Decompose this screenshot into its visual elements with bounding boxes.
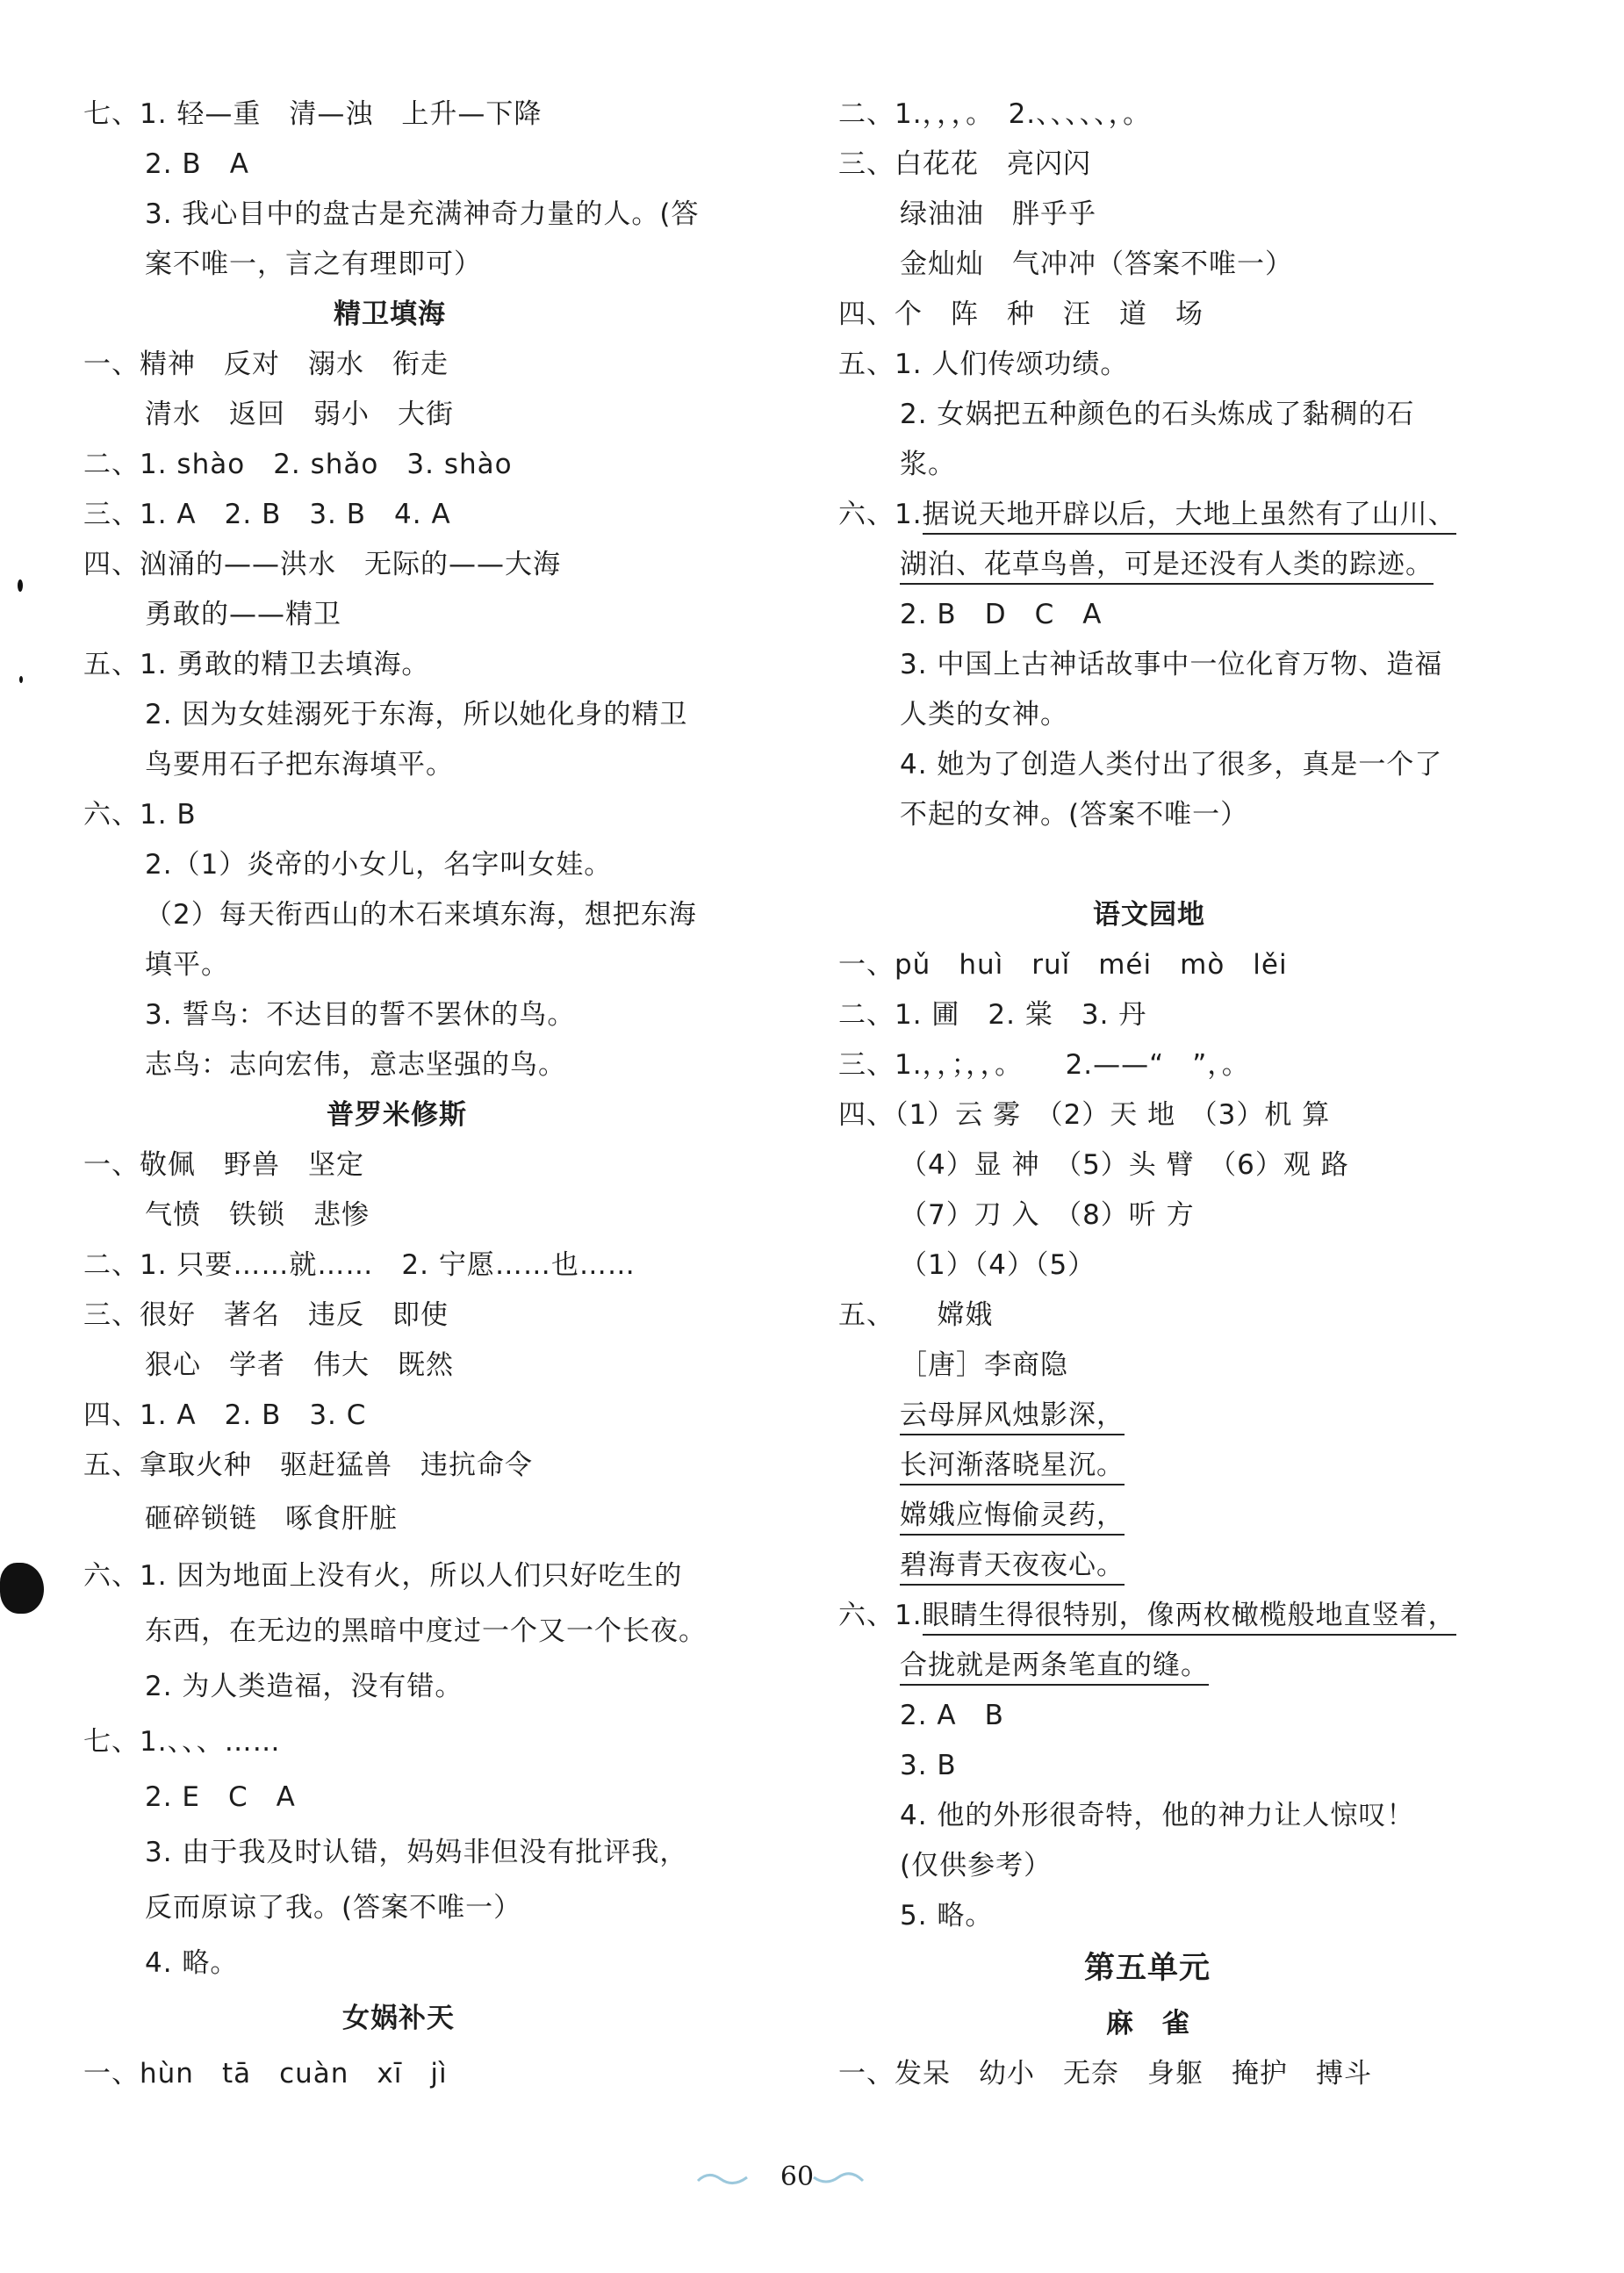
- answer-line: 二、1.，，，。 2.、、、、、，。: [838, 98, 1152, 130]
- scan-mark: [18, 579, 23, 592]
- answer-line: 4. 略。: [145, 1947, 239, 1979]
- answer-line: 填平。: [145, 949, 229, 981]
- answer-line: 2. B A: [145, 148, 249, 180]
- answer-line: 砸碎锁链 啄食肝脏: [145, 1503, 398, 1535]
- answer-line: 一、hùn tā cuàn xī jì: [83, 2058, 448, 2090]
- underlined-answer-text: 嫦娥应悔偷灵药，: [900, 1500, 1125, 1536]
- wave-ornament-right-icon: [812, 2169, 865, 2190]
- answer-line: ［唐］李商隐: [900, 1349, 1068, 1381]
- answer-line: 三、白花花 亮闪闪: [838, 148, 1091, 180]
- answer-line: 五、1. 人们传颂功绩。: [838, 349, 1129, 380]
- underlined-answer-text: 长河渐落晓星沉。: [900, 1449, 1125, 1485]
- answer-line: (仅供参考）: [900, 1850, 1053, 1881]
- answer-line: 五、 嫦娥: [838, 1299, 994, 1331]
- answer-line: 四、1. A 2. B 3. C: [83, 1399, 367, 1431]
- answer-line: [900, 1448, 1125, 1483]
- answer-line: [900, 1648, 1209, 1683]
- section-heading: 普罗米修斯: [327, 1099, 467, 1131]
- answer-prefix: 六、1.: [838, 499, 923, 530]
- answer-line: 反而原谅了我。(答案不唯一）: [145, 1892, 522, 1924]
- answer-line: 金灿灿 气冲冲（答案不唯一）: [900, 248, 1293, 280]
- section-heading: 麻 雀: [1106, 2008, 1190, 2039]
- answer-line: （7）刀 入 （8）听 方: [900, 1199, 1195, 1231]
- answer-line: 狠心 学者 伟大 既然: [145, 1349, 454, 1381]
- answer-line: [900, 1548, 1125, 1583]
- answer-line: 5. 略。: [900, 1900, 994, 1931]
- answer-line: （2）每天衔西山的木石来填东海，想把东海: [145, 899, 697, 931]
- answer-line: 4. 他的外形很奇特，他的神力让人惊叹！: [900, 1800, 1415, 1831]
- answer-line: 六、1. 因为地面上没有火，所以人们只好吃生的: [83, 1560, 683, 1592]
- answer-line: 绿油油 胖乎乎: [900, 198, 1096, 230]
- answer-line: 2. B D C A: [900, 599, 1103, 630]
- answer-line: 3. 誓鸟：不达目的誓不罢休的鸟。: [145, 999, 576, 1031]
- answer-line: 人类的女神。: [900, 699, 1068, 730]
- answer-line: 七、1.、、、……: [83, 1726, 281, 1758]
- answer-line: 2. 女娲把五种颜色的石头炼成了黏稠的石: [900, 399, 1415, 430]
- answer-line: [838, 1598, 1456, 1633]
- underlined-answer-text: 云母屏风烛影深，: [900, 1399, 1125, 1435]
- answer-line: 四、个 阵 种 汪 道 场: [838, 299, 1204, 330]
- underlined-answer-text: 眼睛生得很特别，像两枚橄榄般地直竖着，: [923, 1600, 1456, 1636]
- wave-ornament-left-icon: [696, 2169, 749, 2190]
- answer-line: 三、很好 著名 违反 即使: [83, 1299, 449, 1331]
- answer-line: 勇敢的——精卫: [145, 599, 341, 630]
- answer-line: 三、1. A 2. B 3. B 4. A: [83, 499, 451, 530]
- answer-line: 鸟要用石子把东海填平。: [145, 749, 454, 780]
- scan-mark: [19, 676, 23, 683]
- answer-line: 四、汹涌的——洪水 无际的——大海: [83, 549, 561, 580]
- underlined-answer-text: 湖泊、花草鸟兽，可是还没有人类的踪迹。: [900, 549, 1434, 585]
- answer-line: 东西，在无边的黑暗中度过一个又一个长夜。: [145, 1615, 707, 1647]
- answer-line: （4）显 神 （5）头 臂 （6）观 路: [900, 1149, 1349, 1181]
- answer-line: 一、精神 反对 溺水 衔走: [83, 349, 449, 380]
- answer-line: 案不唯一，言之有理即可）: [145, 248, 482, 280]
- answer-line: 一、发呆 幼小 无奈 身躯 掩护 搏斗: [838, 2058, 1372, 2090]
- answer-line: 三、1.，，；，，。 2.——“ ”，。: [838, 1049, 1250, 1081]
- underlined-answer-text: 合拢就是两条笔直的缝。: [900, 1650, 1209, 1686]
- underlined-answer-text: 据说天地开辟以后，大地上虽然有了山川、: [923, 499, 1456, 535]
- answer-line: 清水 返回 弱小 大街: [145, 399, 454, 430]
- page-number: 60: [780, 2162, 815, 2192]
- answer-line: 四、（1）云 雾 （2）天 地 （3）机 算: [838, 1099, 1331, 1131]
- answer-line: [900, 547, 1434, 582]
- answer-line: 六、1. B: [83, 799, 197, 831]
- answer-line: 一、敬佩 野兽 坚定: [83, 1149, 364, 1181]
- answer-line: 3. 由于我及时认错，妈妈非但没有批评我，: [145, 1837, 688, 1868]
- answer-line: 2. A B: [900, 1700, 1004, 1731]
- answer-line: 七、1. 轻—重 清—浊 上升—下降: [83, 98, 543, 130]
- underlined-answer-text: 碧海青天夜夜心。: [900, 1550, 1125, 1586]
- answer-line: 浆。: [900, 449, 956, 480]
- section-heading: 精卫填海: [334, 299, 446, 330]
- answer-line: 二、1. 只要……就…… 2. 宁愿……也……: [83, 1249, 636, 1281]
- answer-line: 2. E C A: [145, 1781, 296, 1813]
- answer-line: 二、1. shào 2. shǎo 3. shào: [83, 449, 513, 480]
- answer-line: 不起的女神。(答案不唯一）: [900, 799, 1249, 831]
- answer-prefix: 六、1.: [838, 1600, 923, 1631]
- answer-line: [900, 1398, 1125, 1433]
- section-heading: 语文园地: [1093, 899, 1205, 931]
- answer-line: 3. 中国上古神话故事中一位化育万物、造福: [900, 649, 1443, 680]
- answer-line: 2. 因为女娃溺死于东海，所以她化身的精卫: [145, 699, 688, 730]
- section-heading: 女娲补天: [342, 2003, 455, 2034]
- answer-line: 2. 为人类造福，没有错。: [145, 1671, 463, 1702]
- answer-line: 4. 她为了创造人类付出了很多，真是一个了: [900, 749, 1443, 780]
- answer-line: 一、pǔ huì ruǐ méi mò lěi: [838, 949, 1288, 981]
- answer-line: [838, 497, 1456, 532]
- answer-line: 五、1. 勇敢的精卫去填海。: [83, 649, 430, 680]
- answer-line: （1）（4）（5）: [900, 1249, 1096, 1281]
- answer-line: [900, 1498, 1125, 1533]
- answer-line: 2.（1）炎帝的小女儿，名字叫女娃。: [145, 849, 613, 881]
- scan-mark: [0, 1563, 44, 1614]
- answer-line: 3. 我心目中的盘古是充满神奇力量的人。(答: [145, 198, 700, 230]
- answer-line: 气愤 铁锁 悲惨: [145, 1199, 370, 1231]
- answer-line: 志鸟：志向宏伟，意志坚强的鸟。: [145, 1049, 566, 1081]
- section-heading: 第五单元: [1084, 1951, 1211, 1986]
- answer-line: 二、1. 圃 2. 棠 3. 丹: [838, 999, 1147, 1031]
- answer-line: 3. B: [900, 1750, 957, 1781]
- answer-line: 五、拿取火种 驱赶猛兽 违抗命令: [83, 1449, 533, 1481]
